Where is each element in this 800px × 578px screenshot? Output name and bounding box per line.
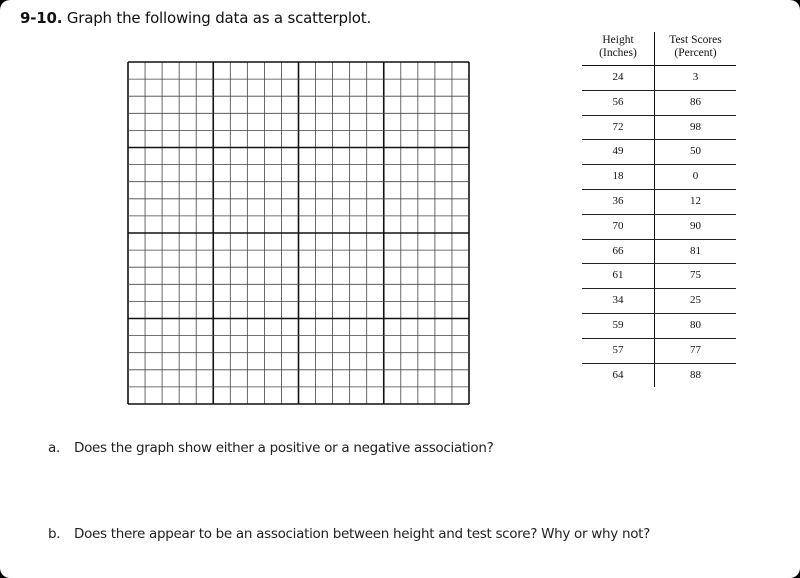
blank-graph-grid xyxy=(127,61,470,405)
table-row xyxy=(582,363,736,388)
table-row xyxy=(582,313,736,338)
question-a-label: a. xyxy=(48,440,60,456)
score-cell: 3 xyxy=(654,66,736,90)
problem-title xyxy=(20,9,371,27)
table-row xyxy=(582,263,736,288)
problem-instruction: Graph the following data as a scatterplot. xyxy=(66,9,372,27)
question-a xyxy=(48,440,493,456)
score-cell: 81 xyxy=(654,240,736,264)
height-header-line1: Height xyxy=(602,34,634,46)
score-header-line2: (Percent) xyxy=(674,47,717,59)
height-cell: 72 xyxy=(612,120,624,133)
height-cell: 70 xyxy=(612,219,624,232)
table-header xyxy=(582,32,736,65)
score-cell: 50 xyxy=(654,140,736,164)
height-cell: 64 xyxy=(612,368,624,381)
height-cell: 36 xyxy=(612,194,624,207)
score-cell: 75 xyxy=(654,264,736,288)
height-cell: 57 xyxy=(612,343,624,356)
question-b-label: b. xyxy=(48,526,61,542)
table-body xyxy=(582,65,736,387)
table-row xyxy=(582,214,736,239)
score-column-header xyxy=(654,32,736,65)
score-cell: 80 xyxy=(654,314,736,338)
score-cell: 86 xyxy=(654,91,736,115)
table-row xyxy=(582,288,736,313)
score-cell: 98 xyxy=(654,116,736,140)
table-row xyxy=(582,65,736,90)
height-header-line2: (Inches) xyxy=(599,47,637,59)
question-a-text: Does the graph show either a positive or a negative association? xyxy=(74,440,494,456)
score-cell: 25 xyxy=(654,289,736,313)
height-cell: 59 xyxy=(612,318,624,331)
table-row xyxy=(582,164,736,189)
height-cell: 18 xyxy=(612,170,624,183)
score-cell: 77 xyxy=(654,339,736,363)
table-row xyxy=(582,189,736,214)
height-cell: 56 xyxy=(612,95,624,108)
height-cell: 66 xyxy=(612,244,624,257)
table-row xyxy=(582,115,736,140)
question-b-text: Does there appear to be an association between height and test score? Why or why not? xyxy=(74,526,651,542)
height-cell: 24 xyxy=(612,71,624,83)
score-cell: 12 xyxy=(654,190,736,214)
score-cell: 90 xyxy=(654,215,736,239)
height-cell: 49 xyxy=(612,145,624,158)
question-b xyxy=(48,526,650,542)
table-row xyxy=(582,90,736,115)
table-row xyxy=(582,338,736,363)
score-cell: 88 xyxy=(654,364,736,388)
score-cell: 0 xyxy=(654,165,736,189)
height-column-header xyxy=(582,32,654,65)
data-table xyxy=(582,32,736,387)
height-cell: 34 xyxy=(612,294,624,307)
table-row xyxy=(582,239,736,264)
problem-number: 9-10. xyxy=(20,9,63,27)
height-cell: 61 xyxy=(612,269,624,282)
score-header-line1: Test Scores xyxy=(669,34,722,46)
table-row xyxy=(582,139,736,164)
